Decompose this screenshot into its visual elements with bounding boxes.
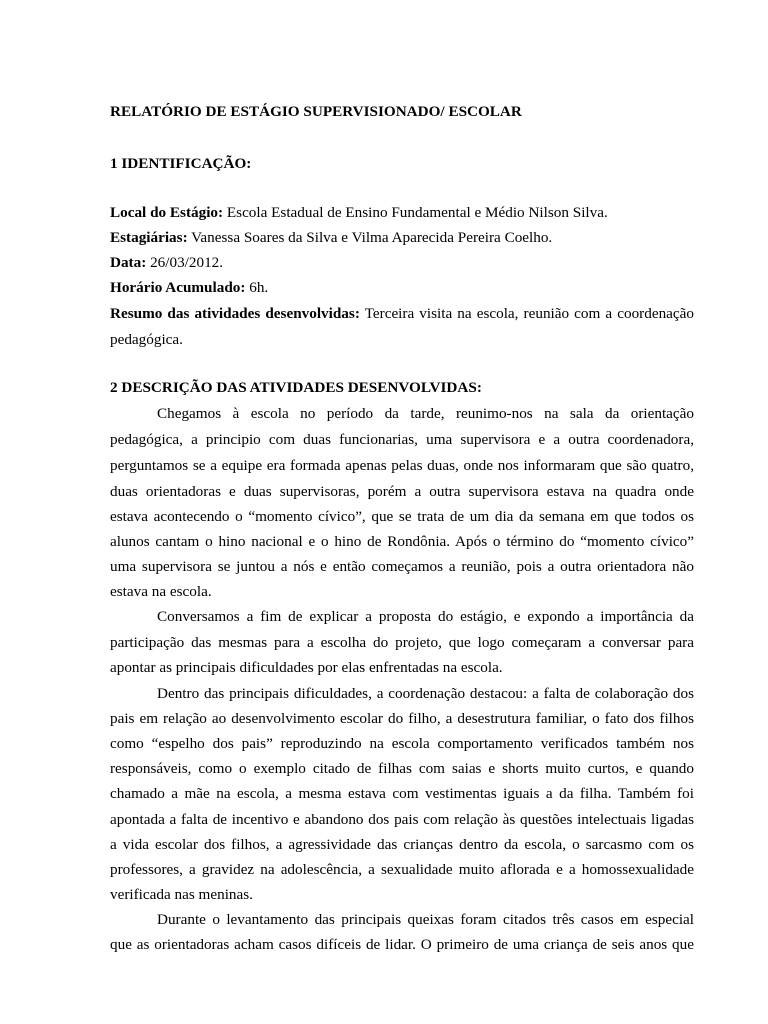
body-line: responsáveis, como o exemplo citado de filhas com saias e shorts muito curtos, e quando: [110, 760, 694, 777]
body-line: estava na escola.: [110, 583, 212, 600]
section1-heading-text: 1 IDENTIFICAÇÃO:: [110, 155, 252, 172]
body-line: pais em relação ao desenvolvimento escolar do filho, a desestrutura familiar, o fato dos filhos: [110, 710, 694, 727]
field-resumo-value: Terceira visita na escola, reunião com a coordenação: [359, 305, 694, 322]
body-line: estava acontecendo o “momento cívico”, que se trata de um dia da semana em que todos os: [110, 508, 694, 525]
document-title: [110, 102, 694, 122]
body-line: como “espelho dos pais” reproduzindo na escola comportamento verificados também nos: [110, 735, 694, 752]
field-data: [110, 253, 694, 273]
body-line: Durante o levantamento das principais queixas foram citados três casos em especial: [157, 911, 694, 928]
body-line: duas orientadoras e duas supervisoras, porém a outra supervisora estava na quadra onde: [110, 483, 694, 500]
field-horario-value: 6h.: [245, 279, 269, 296]
field-horario-label: Horário Acumulado:: [110, 279, 246, 296]
body-line: participação das mesmas para a escolha do projeto, que logo começaram a conversar para: [110, 634, 694, 651]
body-line: que as orientadoras acham casos difíceis de lidar. O primeiro de uma criança de seis anos que: [110, 936, 694, 953]
field-estagiarias-label: Estagiárias:: [110, 229, 188, 246]
section2-heading: [110, 378, 694, 398]
body-line: Conversamos a fim de explicar a proposta do estágio, e expondo a importância da: [157, 608, 694, 625]
field-data-label: Data:: [110, 254, 147, 271]
field-estagiarias-value: Vanessa Soares da Silva e Vilma Aparecida Pereira Coelho.: [187, 229, 553, 246]
field-resumo-cont: [110, 330, 694, 350]
body-line: verificada nas meninas.: [110, 886, 253, 903]
body-line: professores, a gravidez na adolescência, a sexualidade muito aflorada e a homossexualidade: [110, 861, 694, 878]
field-resumo-value-cont: pedagógica.: [110, 331, 183, 348]
body-line: perguntamos se a equipe era formada apenas pelas duas, onde nos informaram que são quatro,: [110, 457, 694, 474]
field-local: [110, 203, 694, 223]
field-resumo: [110, 304, 694, 324]
body-line: apontar as principais dificuldades por elas enfrentadas na escola.: [110, 659, 503, 676]
body-line: uma supervisora se juntou a nós e então começamos a reunião, pois a outra orientadora não: [110, 558, 694, 575]
field-estagiarias: [110, 228, 694, 248]
field-resumo-label: Resumo das atividades desenvolvidas:: [110, 305, 360, 322]
field-local-label: Local do Estágio:: [110, 204, 224, 221]
body-line: Dentro das principais dificuldades, a coordenação destacou: a falta de colaboração dos: [157, 685, 694, 702]
body-line: alunos cantam o hino nacional e o hino de Rondônia. Após o término do “momento cívico”: [110, 533, 694, 550]
body-line: Chegamos à escola no período da tarde, reunimo-nos na sala da orientação: [157, 405, 694, 422]
field-local-value: Escola Estadual de Ensino Fundamental e Médio Nilson Silva.: [223, 204, 608, 221]
field-horario: [110, 278, 694, 298]
body-line: pedagógica, a principio com duas funcionarias, uma supervisora e a outra coordenadora,: [110, 431, 694, 448]
section1-heading: [110, 154, 694, 174]
body-line: a vida escolar dos filhos, a agressividade das crianças dentro da escola, o sarcasmo com os: [110, 836, 694, 853]
body-line: apontada a falta de incentivo e abandono dos pais com relação às questões intelectuais ligadas: [110, 811, 694, 828]
document-title-text: RELATÓRIO DE ESTÁGIO SUPERVISIONADO/ ESCOLAR: [110, 103, 522, 120]
field-data-value: 26/03/2012.: [146, 254, 224, 271]
section2-heading-text: 2 DESCRIÇÃO DAS ATIVIDADES DESENVOLVIDAS:: [110, 379, 482, 396]
body-line: chamado a mãe na escola, a mesma estava com vestimentas iguais a da filha. Também foi: [110, 785, 694, 802]
